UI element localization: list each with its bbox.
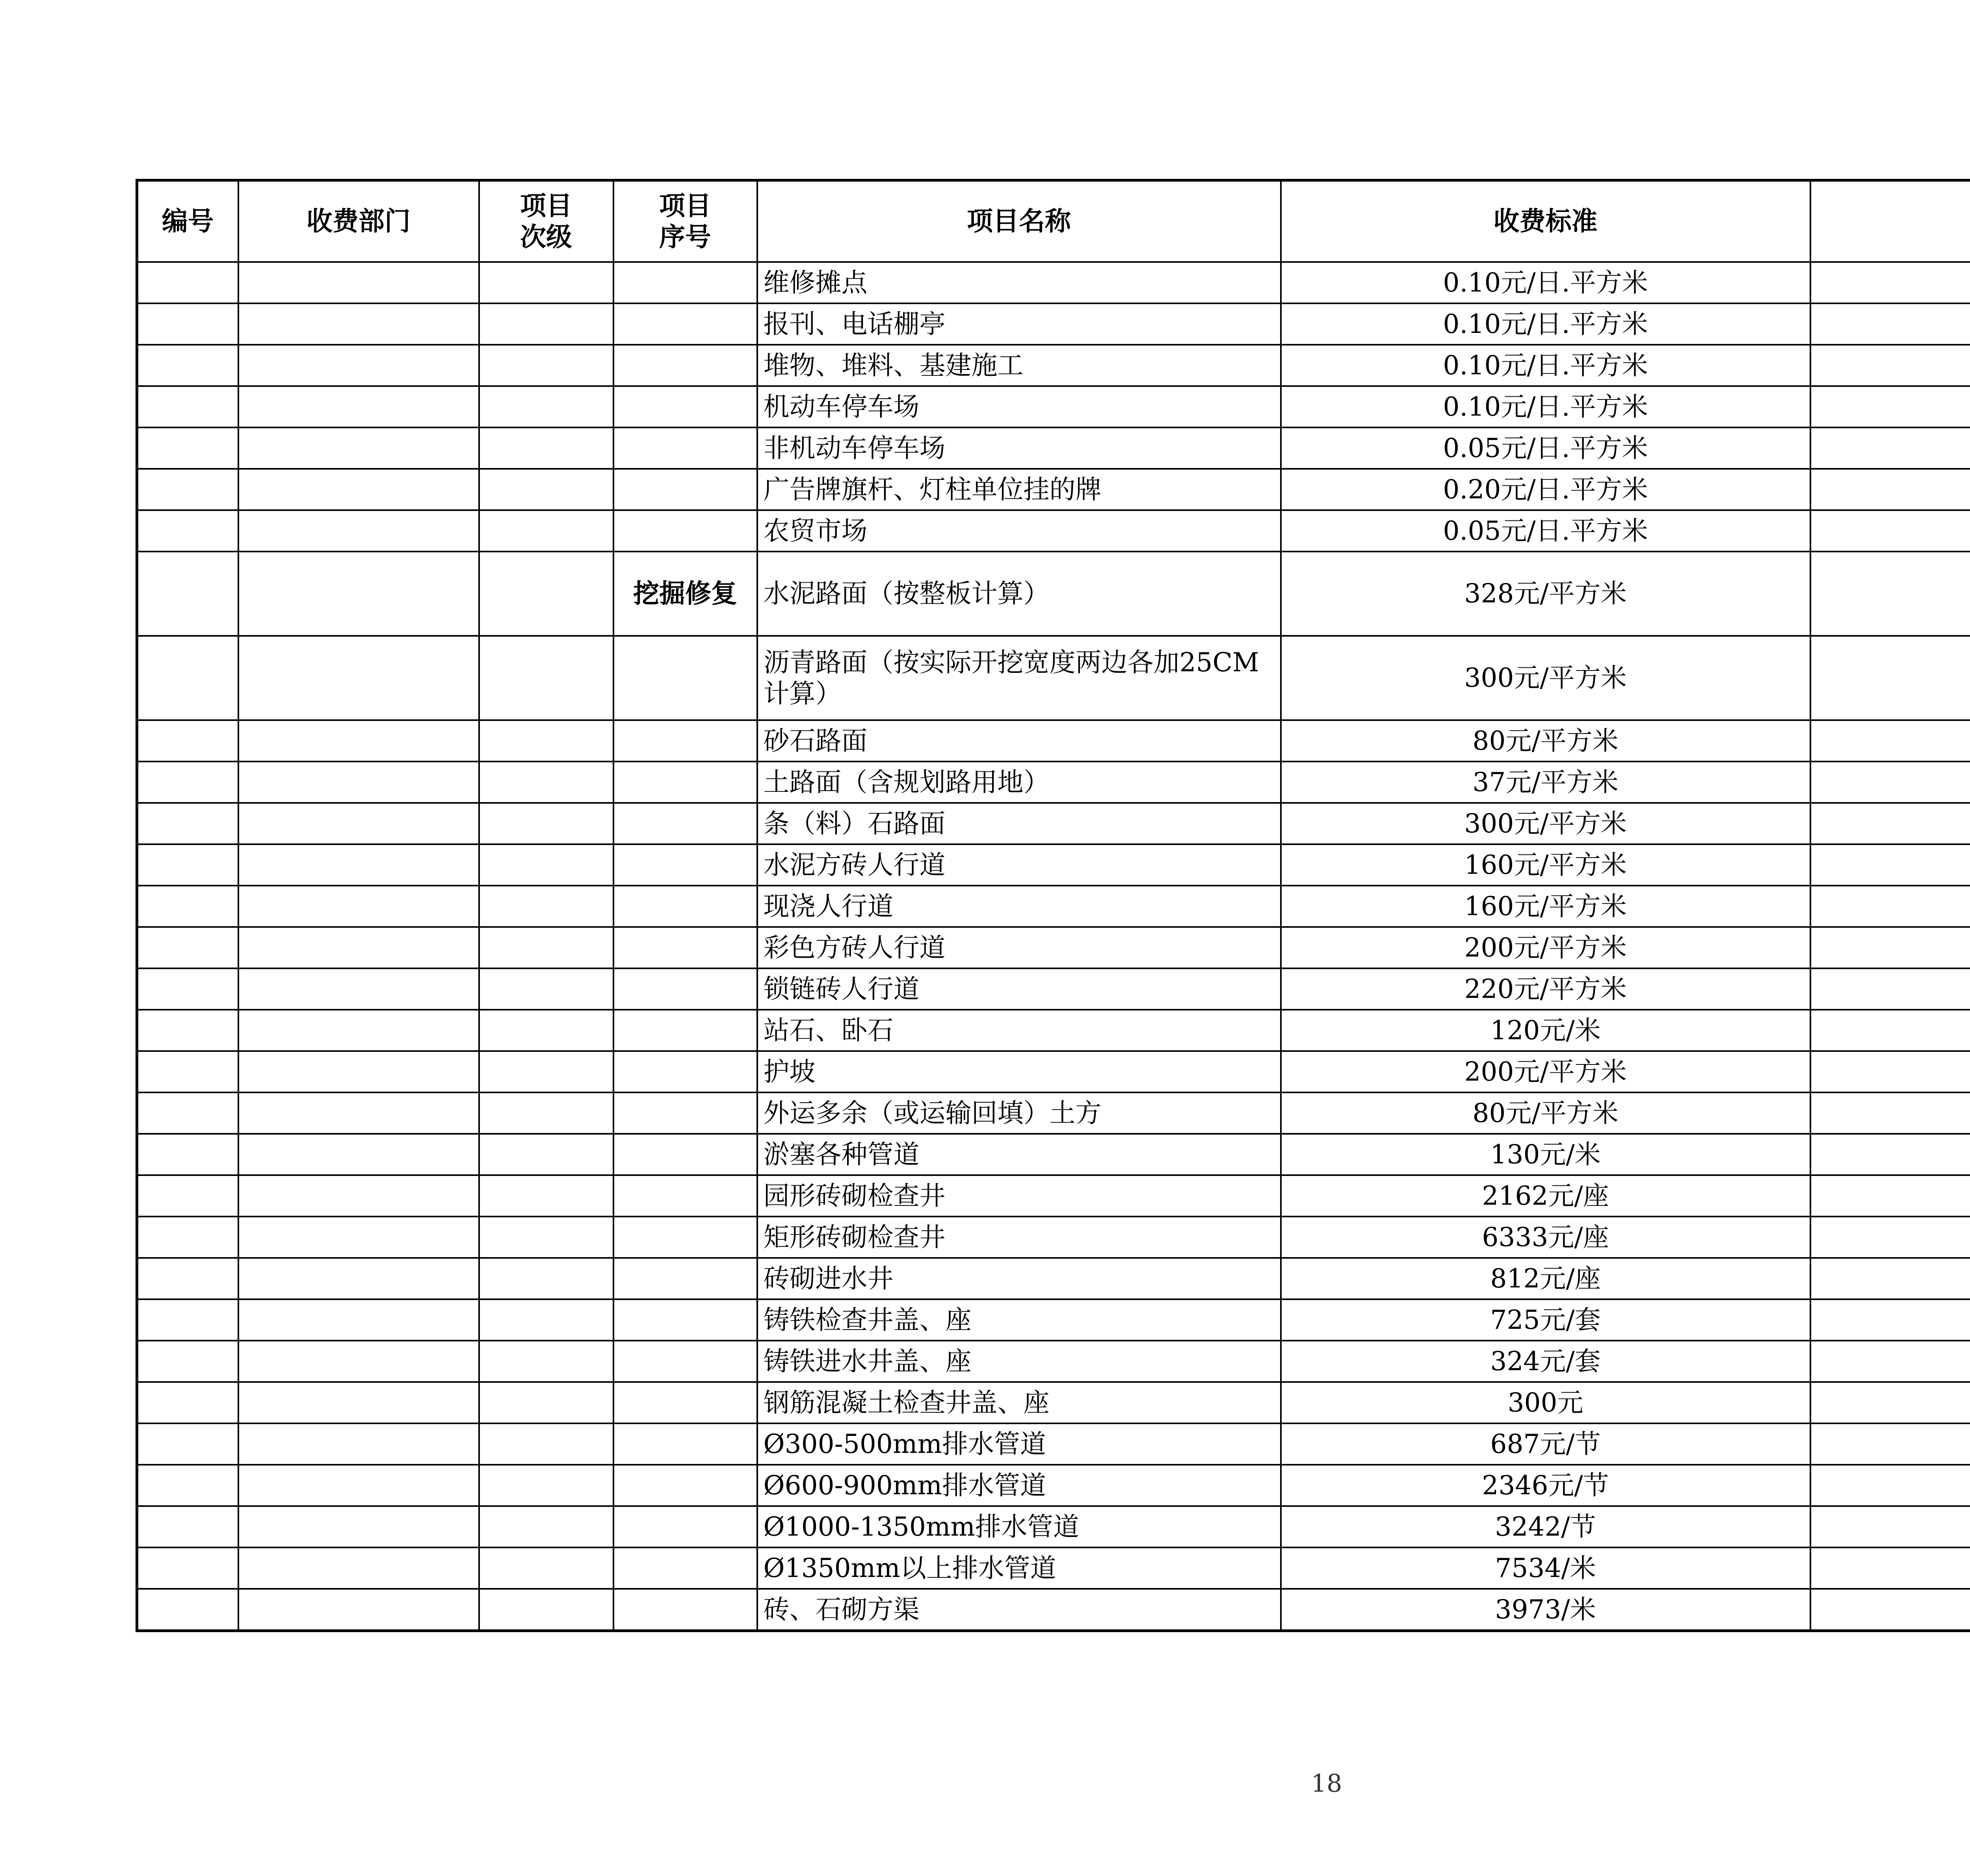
cell-item-name: 非机动车停车场 xyxy=(757,427,1281,469)
cell-sequence xyxy=(613,1547,757,1589)
cell-id xyxy=(137,386,238,427)
table-row xyxy=(137,844,1970,886)
cell-department xyxy=(238,1299,479,1341)
cell-fee-standard: 7534/米 xyxy=(1281,1547,1810,1589)
cell-department xyxy=(238,262,479,303)
cell-sub-level xyxy=(479,1175,613,1217)
table-row xyxy=(137,427,1970,469)
cell-department xyxy=(238,1341,479,1382)
cell-item-name: 锁链砖人行道 xyxy=(757,968,1281,1010)
table-row xyxy=(137,1547,1970,1589)
cell-sequence xyxy=(613,968,757,1010)
cell-fee-standard: 3973/米 xyxy=(1281,1589,1810,1631)
cell-sub-level xyxy=(479,1423,613,1465)
cell-policy-basis xyxy=(1810,1423,1970,1465)
cell-department xyxy=(238,1258,479,1299)
cell-department xyxy=(238,469,479,510)
table-row xyxy=(137,510,1970,552)
cell-fee-standard: 160元/平方米 xyxy=(1281,886,1810,927)
table-row xyxy=(137,1092,1970,1134)
cell-item-name: 沥青路面（按实际开挖宽度两边各加25CM计算） xyxy=(757,636,1281,720)
cell-id xyxy=(137,552,238,636)
cell-fee-standard: 3242/节 xyxy=(1281,1506,1810,1547)
cell-department xyxy=(238,1506,479,1547)
cell-fee-standard: 120元/米 xyxy=(1281,1010,1810,1051)
cell-item-name: 机动车停车场 xyxy=(757,386,1281,427)
cell-id xyxy=(137,1258,238,1299)
cell-policy-basis xyxy=(1810,927,1970,968)
cell-id xyxy=(137,1217,238,1258)
cell-sequence xyxy=(613,636,757,720)
cell-id xyxy=(137,1341,238,1382)
cell-fee-standard: 0.10元/日.平方米 xyxy=(1281,262,1810,303)
cell-sequence xyxy=(613,927,757,968)
cell-policy-basis xyxy=(1810,262,1970,303)
cell-sub-level xyxy=(479,427,613,469)
cell-sequence xyxy=(613,1423,757,1465)
cell-policy-basis xyxy=(1810,1589,1970,1631)
cell-sub-level xyxy=(479,886,613,927)
table-row xyxy=(137,803,1970,844)
cell-sequence xyxy=(613,762,757,803)
cell-fee-standard: 160元/平方米 xyxy=(1281,844,1810,886)
table-row xyxy=(137,303,1970,345)
table-row xyxy=(137,1341,1970,1382)
cell-item-name: 外运多余（或运输回填）土方 xyxy=(757,1092,1281,1134)
cell-policy-basis xyxy=(1810,1217,1970,1258)
table-row xyxy=(137,1217,1970,1258)
cell-item-name: 砂石路面 xyxy=(757,720,1281,762)
header-item-name: 项目名称 xyxy=(757,180,1281,262)
cell-item-name: Ø1000-1350mm排水管道 xyxy=(757,1506,1281,1547)
cell-policy-basis xyxy=(1810,844,1970,886)
cell-policy-basis xyxy=(1810,1051,1970,1092)
cell-department xyxy=(238,844,479,886)
cell-policy-basis xyxy=(1810,1341,1970,1382)
cell-fee-standard: 80元/平方米 xyxy=(1281,720,1810,762)
cell-department xyxy=(238,345,479,386)
cell-id xyxy=(137,1465,238,1506)
cell-sub-level xyxy=(479,386,613,427)
cell-sub-level xyxy=(479,636,613,720)
cell-department xyxy=(238,510,479,552)
cell-department xyxy=(238,886,479,927)
cell-fee-standard: 324元/套 xyxy=(1281,1341,1810,1382)
cell-sequence xyxy=(613,1051,757,1092)
cell-sequence xyxy=(613,1382,757,1423)
cell-sequence xyxy=(613,303,757,345)
cell-policy-basis xyxy=(1810,1010,1970,1051)
cell-id xyxy=(137,345,238,386)
cell-id xyxy=(137,968,238,1010)
cell-sub-level xyxy=(479,1299,613,1341)
cell-sub-level xyxy=(479,1382,613,1423)
cell-id xyxy=(137,1175,238,1217)
cell-id xyxy=(137,803,238,844)
cell-id xyxy=(137,1547,238,1589)
cell-department xyxy=(238,927,479,968)
header-sub-level-text: 项目 次级 xyxy=(520,190,572,252)
cell-sub-level xyxy=(479,844,613,886)
cell-sub-level xyxy=(479,552,613,636)
cell-id xyxy=(137,1423,238,1465)
cell-sequence: 挖掘修复 xyxy=(613,552,757,636)
cell-department xyxy=(238,303,479,345)
table-row xyxy=(137,1382,1970,1423)
table-row xyxy=(137,345,1970,386)
header-policy-basis xyxy=(1810,180,1970,262)
cell-sequence xyxy=(613,720,757,762)
cell-department xyxy=(238,1589,479,1631)
cell-fee-standard: 300元/平方米 xyxy=(1281,636,1810,720)
cell-department xyxy=(238,1092,479,1134)
cell-sub-level xyxy=(479,469,613,510)
cell-sequence xyxy=(613,469,757,510)
cell-sequence xyxy=(613,1506,757,1547)
cell-id xyxy=(137,1051,238,1092)
cell-department xyxy=(238,803,479,844)
cell-item-name: 现浇人行道 xyxy=(757,886,1281,927)
cell-item-name: Ø300-500mm排水管道 xyxy=(757,1423,1281,1465)
cell-department xyxy=(238,1547,479,1589)
cell-policy-basis xyxy=(1810,636,1970,720)
cell-item-name: 铸铁进水井盖、座 xyxy=(757,1341,1281,1382)
table-row xyxy=(137,1423,1970,1465)
cell-fee-standard: 812元/座 xyxy=(1281,1258,1810,1299)
cell-sequence xyxy=(613,1299,757,1341)
cell-sequence xyxy=(613,1134,757,1175)
cell-sequence xyxy=(613,1175,757,1217)
cell-department xyxy=(238,636,479,720)
cell-id xyxy=(137,720,238,762)
table-row xyxy=(137,1175,1970,1217)
cell-item-name: 砖砌进水井 xyxy=(757,1258,1281,1299)
cell-id xyxy=(137,1092,238,1134)
cell-id xyxy=(137,262,238,303)
cell-fee-standard: 300元/平方米 xyxy=(1281,803,1810,844)
header-department: 收费部门 xyxy=(238,180,479,262)
cell-policy-basis xyxy=(1810,1547,1970,1589)
table-row xyxy=(137,927,1970,968)
cell-policy-basis xyxy=(1810,762,1970,803)
cell-policy-basis xyxy=(1810,303,1970,345)
cell-item-name: 土路面（含规划路用地） xyxy=(757,762,1281,803)
cell-department xyxy=(238,552,479,636)
cell-policy-basis xyxy=(1810,1506,1970,1547)
cell-fee-standard: 0.05元/日.平方米 xyxy=(1281,510,1810,552)
header-sequence-text: 项目 序号 xyxy=(659,190,711,252)
table-row xyxy=(137,1506,1970,1547)
cell-item-name: 护坡 xyxy=(757,1051,1281,1092)
cell-sequence xyxy=(613,1217,757,1258)
cell-fee-standard: 0.10元/日.平方米 xyxy=(1281,303,1810,345)
cell-item-name: 矩形砖砌检查井 xyxy=(757,1217,1281,1258)
header-id: 编号 xyxy=(137,180,238,262)
cell-policy-basis xyxy=(1810,720,1970,762)
cell-sub-level xyxy=(479,1589,613,1631)
table-row xyxy=(137,1589,1970,1631)
cell-policy-basis xyxy=(1810,803,1970,844)
cell-fee-standard: 687元/节 xyxy=(1281,1423,1810,1465)
cell-sub-level xyxy=(479,1010,613,1051)
cell-fee-standard: 80元/平方米 xyxy=(1281,1092,1810,1134)
cell-sequence xyxy=(613,262,757,303)
cell-policy-basis xyxy=(1810,1465,1970,1506)
cell-policy-basis xyxy=(1810,1382,1970,1423)
cell-sequence xyxy=(613,803,757,844)
cell-sequence xyxy=(613,886,757,927)
cell-sub-level xyxy=(479,1258,613,1299)
table-row xyxy=(137,1051,1970,1092)
cell-id xyxy=(137,510,238,552)
table-row xyxy=(137,720,1970,762)
cell-sequence xyxy=(613,1341,757,1382)
cell-department xyxy=(238,1217,479,1258)
cell-department xyxy=(238,762,479,803)
cell-policy-basis xyxy=(1810,1092,1970,1134)
cell-id xyxy=(137,886,238,927)
cell-sequence xyxy=(613,1589,757,1631)
cell-department xyxy=(238,1051,479,1092)
cell-department xyxy=(238,720,479,762)
cell-fee-standard: 0.10元/日.平方米 xyxy=(1281,386,1810,427)
cell-policy-basis xyxy=(1810,968,1970,1010)
cell-item-name: 砖、石砌方渠 xyxy=(757,1589,1281,1631)
cell-department xyxy=(238,968,479,1010)
cell-department xyxy=(238,1175,479,1217)
cell-item-name: 报刊、电话棚亭 xyxy=(757,303,1281,345)
cell-policy-basis xyxy=(1810,469,1970,510)
table-row xyxy=(137,1010,1970,1051)
cell-sub-level xyxy=(479,1465,613,1506)
cell-department xyxy=(238,1423,479,1465)
cell-sub-level xyxy=(479,1341,613,1382)
cell-id xyxy=(137,1506,238,1547)
header-sub-level xyxy=(479,180,613,262)
cell-sequence xyxy=(613,427,757,469)
cell-sub-level xyxy=(479,262,613,303)
cell-department xyxy=(238,386,479,427)
cell-sub-level xyxy=(479,345,613,386)
header-row xyxy=(137,180,1970,262)
cell-id xyxy=(137,303,238,345)
cell-item-name: 广告牌旗杆、灯柱单位挂的牌 xyxy=(757,469,1281,510)
cell-sub-level xyxy=(479,303,613,345)
cell-fee-standard: 200元/平方米 xyxy=(1281,927,1810,968)
cell-policy-basis xyxy=(1810,886,1970,927)
table-row xyxy=(137,469,1970,510)
cell-fee-standard: 220元/平方米 xyxy=(1281,968,1810,1010)
fee-table xyxy=(136,179,1970,1632)
cell-policy-basis xyxy=(1810,345,1970,386)
cell-fee-standard: 0.05元/日.平方米 xyxy=(1281,427,1810,469)
cell-sub-level xyxy=(479,803,613,844)
table-row xyxy=(137,1465,1970,1506)
cell-policy-basis xyxy=(1810,1258,1970,1299)
table-row xyxy=(137,762,1970,803)
cell-sequence xyxy=(613,1258,757,1299)
table-row xyxy=(137,1299,1970,1341)
table-row xyxy=(137,552,1970,636)
cell-fee-standard: 0.20元/日.平方米 xyxy=(1281,469,1810,510)
header-sequence xyxy=(613,180,757,262)
cell-item-name: 堆物、堆料、基建施工 xyxy=(757,345,1281,386)
fee-table-body xyxy=(137,262,1970,1631)
cell-fee-standard: 2346元/节 xyxy=(1281,1465,1810,1506)
cell-sub-level xyxy=(479,720,613,762)
cell-item-name: 维修摊点 xyxy=(757,262,1281,303)
cell-item-name: 水泥方砖人行道 xyxy=(757,844,1281,886)
cell-item-name: 农贸市场 xyxy=(757,510,1281,552)
cell-sequence xyxy=(613,1092,757,1134)
table-row xyxy=(137,886,1970,927)
cell-department xyxy=(238,1134,479,1175)
cell-id xyxy=(137,844,238,886)
table-row xyxy=(137,636,1970,720)
cell-policy-basis xyxy=(1810,1299,1970,1341)
header-fee-standard: 收费标准 xyxy=(1281,180,1810,262)
page-number: 18 xyxy=(1311,1769,1342,1798)
cell-sub-level xyxy=(479,1134,613,1175)
cell-policy-basis xyxy=(1810,552,1970,636)
cell-policy-basis xyxy=(1810,1134,1970,1175)
cell-sequence xyxy=(613,844,757,886)
cell-fee-standard: 37元/平方米 xyxy=(1281,762,1810,803)
cell-item-name: 彩色方砖人行道 xyxy=(757,927,1281,968)
table-row xyxy=(137,1258,1970,1299)
cell-sub-level xyxy=(479,1092,613,1134)
cell-policy-basis xyxy=(1810,427,1970,469)
cell-fee-standard: 6333元/座 xyxy=(1281,1217,1810,1258)
table-row xyxy=(137,386,1970,427)
cell-policy-basis xyxy=(1810,1175,1970,1217)
cell-sequence xyxy=(613,510,757,552)
cell-sub-level xyxy=(479,510,613,552)
cell-item-name: 站石、卧石 xyxy=(757,1010,1281,1051)
cell-id xyxy=(137,762,238,803)
cell-fee-standard: 725元/套 xyxy=(1281,1299,1810,1341)
cell-fee-standard: 328元/平方米 xyxy=(1281,552,1810,636)
cell-sequence xyxy=(613,345,757,386)
cell-id xyxy=(137,1010,238,1051)
cell-id xyxy=(137,636,238,720)
cell-item-name: 淤塞各种管道 xyxy=(757,1134,1281,1175)
table-row xyxy=(137,1134,1970,1175)
cell-item-name: 水泥路面（按整板计算） xyxy=(757,552,1281,636)
cell-policy-basis xyxy=(1810,386,1970,427)
cell-sub-level xyxy=(479,1051,613,1092)
cell-fee-standard: 200元/平方米 xyxy=(1281,1051,1810,1092)
cell-id xyxy=(137,1382,238,1423)
cell-item-name: 条（料）石路面 xyxy=(757,803,1281,844)
cell-item-name: 铸铁检查井盖、座 xyxy=(757,1299,1281,1341)
table-row xyxy=(137,968,1970,1010)
cell-item-name: Ø1350mm以上排水管道 xyxy=(757,1547,1281,1589)
cell-sequence xyxy=(613,1465,757,1506)
cell-item-name: Ø600-900mm排水管道 xyxy=(757,1465,1281,1506)
cell-sequence xyxy=(613,386,757,427)
cell-sub-level xyxy=(479,1506,613,1547)
cell-department xyxy=(238,1465,479,1506)
cell-item-name: 钢筋混凝土检查井盖、座 xyxy=(757,1382,1281,1423)
cell-id xyxy=(137,1134,238,1175)
cell-fee-standard: 300元 xyxy=(1281,1382,1810,1423)
cell-fee-standard: 130元/米 xyxy=(1281,1134,1810,1175)
cell-department xyxy=(238,427,479,469)
table-row xyxy=(137,262,1970,303)
cell-id xyxy=(137,469,238,510)
cell-id xyxy=(137,1589,238,1631)
cell-department xyxy=(238,1010,479,1051)
cell-sub-level xyxy=(479,1547,613,1589)
cell-fee-standard: 0.10元/日.平方米 xyxy=(1281,345,1810,386)
cell-sub-level xyxy=(479,762,613,803)
cell-id xyxy=(137,1299,238,1341)
cell-id xyxy=(137,927,238,968)
cell-department xyxy=(238,1382,479,1423)
cell-sequence xyxy=(613,1010,757,1051)
cell-sub-level xyxy=(479,968,613,1010)
cell-id xyxy=(137,427,238,469)
cell-sub-level xyxy=(479,927,613,968)
cell-policy-basis xyxy=(1810,510,1970,552)
cell-fee-standard: 2162元/座 xyxy=(1281,1175,1810,1217)
cell-item-name: 园形砖砌检查井 xyxy=(757,1175,1281,1217)
cell-sub-level xyxy=(479,1217,613,1258)
